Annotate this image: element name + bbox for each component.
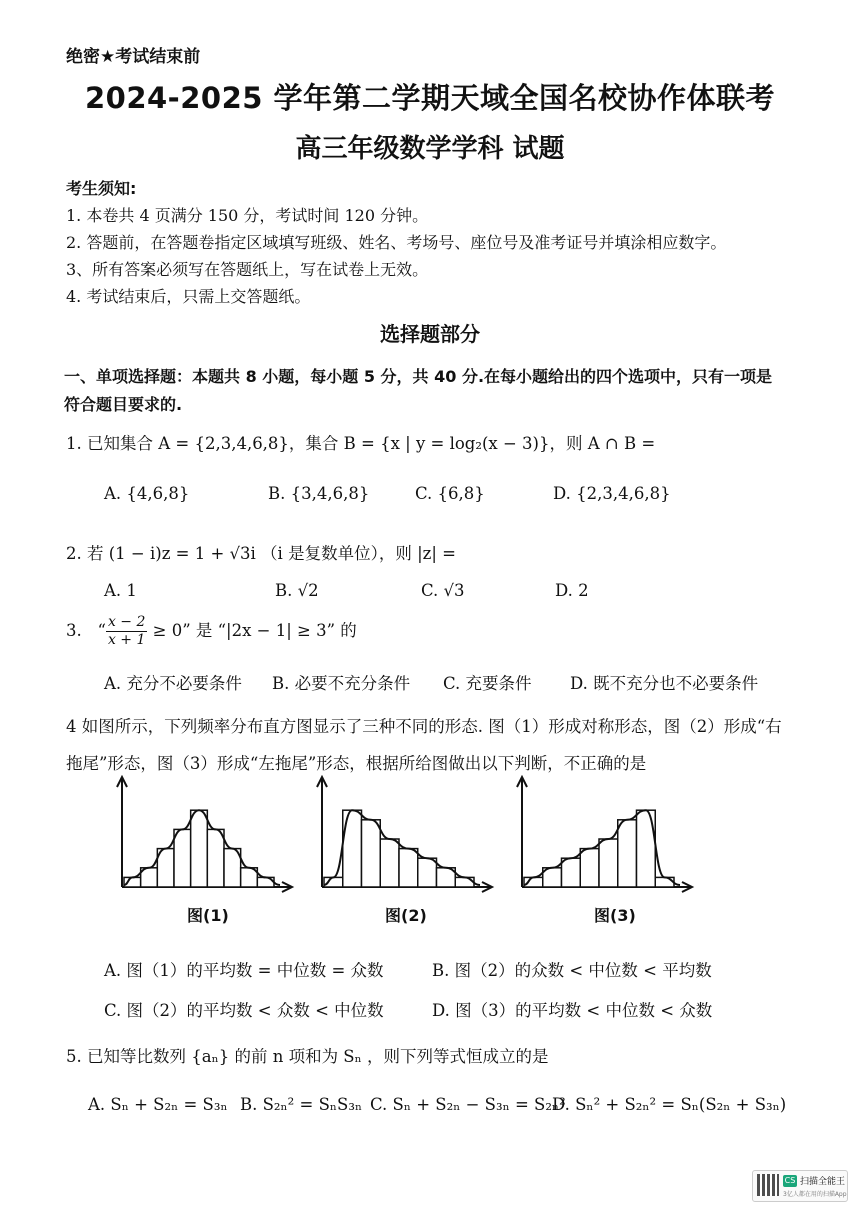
histogram-1 (117, 777, 292, 892)
q1-option-d: D. {2,3,4,6,8} (553, 484, 671, 503)
q4-option-b: B. 图（2）的众数 < 中位数 < 平均数 (432, 961, 712, 980)
q3-option-b: B. 必要不充分条件 (272, 674, 411, 693)
q1-option-a: A. {4,6,8} (104, 484, 190, 503)
q4-option-d: D. 图（3）的平均数 < 中位数 < 众数 (432, 1001, 713, 1020)
histogram-bar (562, 858, 581, 887)
histogram-bar (599, 839, 618, 887)
cs-logo-icon: CS (784, 1176, 796, 1185)
q4-option-a: A. 图（1）的平均数 = 中位数 = 众数 (104, 961, 384, 980)
histogram-bar (580, 849, 599, 887)
exam-subtitle: 高三年级数学学科 试题 (295, 134, 565, 164)
scanner-watermark (752, 1170, 848, 1202)
q2-option-d: D. 2 (555, 581, 589, 600)
histogram-figures (0, 775, 860, 930)
q4-option-c: C. 图（2）的平均数 < 众数 < 中位数 (104, 1001, 384, 1020)
q5-option-c: C. Sₙ + S₂ₙ − S₃ₙ = S₂ₙ² (370, 1095, 566, 1114)
q5-option-b: B. S₂ₙ² = SₙS₃ₙ (240, 1095, 363, 1114)
confidential-label: 绝密★考试结束前 (66, 47, 201, 67)
q3-option-d: D. 既不充分也不必要条件 (570, 674, 759, 693)
note-item: 3、所有答案必须写在答题纸上，写在试卷上无效。 (66, 260, 429, 279)
q3-option-a: A. 充分不必要条件 (104, 674, 242, 693)
note-item: 1. 本卷共 4 页满分 150 分，考试时间 120 分钟。 (66, 206, 429, 225)
q3-fraction-numerator: x − 2 (107, 614, 146, 630)
question-4-line1: 4 如图所示，下列频率分布直方图显示了三种不同的形态. 图（1）形成对称形态，图（2）形成“右 (66, 717, 782, 736)
figure-caption-3: 图(3) (594, 906, 636, 925)
q3-rest: ≥ 0” 是 “|2x − 1| ≥ 3” 的 (152, 621, 357, 640)
q3-open-quote: “ (97, 621, 106, 640)
histogram-bar (618, 820, 637, 887)
figure-caption-1: 图(1) (187, 906, 229, 925)
question-4-line2: 拖尾”形态，图（3）形成“左拖尾”形态，根据所给图做出以下判断，不正确的是 (66, 754, 647, 773)
section-title: 选择题部分 (380, 322, 480, 346)
histogram-2 (317, 777, 492, 892)
histogram-bar (362, 820, 381, 887)
q3-fraction-denominator: x + 1 (107, 632, 146, 648)
q3-fraction (106, 614, 147, 649)
part-heading-line2: 符合题目要求的. (64, 395, 183, 414)
note-item: 2. 答题前，在答题卷指定区域填写班级、姓名、考场号、座位号及准考证号并填涂相应数字。 (66, 233, 727, 252)
watermark-name: 扫描全能王 (800, 1177, 846, 1187)
histogram-bar (380, 839, 399, 887)
q2-option-c: C. √3 (421, 581, 465, 600)
question-1-stem: 1. 已知集合 A = {2,3,4,6,8}，集合 B = {x | y = log₂(x − 3)}，则 A ∩ B = (66, 434, 656, 453)
q3-option-c: C. 充要条件 (443, 674, 532, 693)
histogram-bar (191, 810, 208, 887)
histogram-bar (418, 858, 437, 887)
histogram-bar (174, 829, 191, 887)
q3-number: 3. (66, 621, 82, 640)
exam-title: 2024-2025 学年第二学期天域全国名校协作体联考 (84, 81, 776, 115)
question-3-stem (66, 614, 357, 649)
qr-code-icon (757, 1174, 779, 1196)
figure-caption-2: 图(2) (385, 906, 427, 925)
histogram-bar (207, 829, 224, 887)
watermark-sub: 3亿人都在用的扫描App (783, 1191, 847, 1198)
question-2-stem: 2. 若 (1 − i)z = 1 + √3i （i 是复数单位），则 |z| = (66, 544, 456, 563)
note-item: 4. 考试结束后，只需上交答题纸。 (66, 287, 311, 306)
histogram-bar (455, 877, 474, 887)
question-5-stem: 5. 已知等比数列 {aₙ} 的前 n 项和为 Sₙ ，则下列等式恒成立的是 (66, 1047, 549, 1066)
q5-option-d: D. Sₙ² + S₂ₙ² = Sₙ(S₂ₙ + S₃ₙ) (552, 1095, 787, 1114)
q1-option-b: B. {3,4,6,8} (268, 484, 370, 503)
part-heading-line1: 一、单项选择题：本题共 8 小题，每小题 5 分，共 40 分.在每小题给出的四个选项中，只有一项是 (64, 367, 773, 386)
histogram-bar (655, 877, 674, 887)
notes-heading: 考生须知: (66, 179, 137, 198)
histogram-3 (517, 777, 692, 892)
q2-option-b: B. √2 (275, 581, 319, 600)
q5-option-a: A. Sₙ + S₂ₙ = S₃ₙ (88, 1095, 228, 1114)
histogram-bar (399, 849, 418, 887)
q2-option-a: A. 1 (104, 581, 137, 600)
q1-option-c: C. {6,8} (415, 484, 485, 503)
